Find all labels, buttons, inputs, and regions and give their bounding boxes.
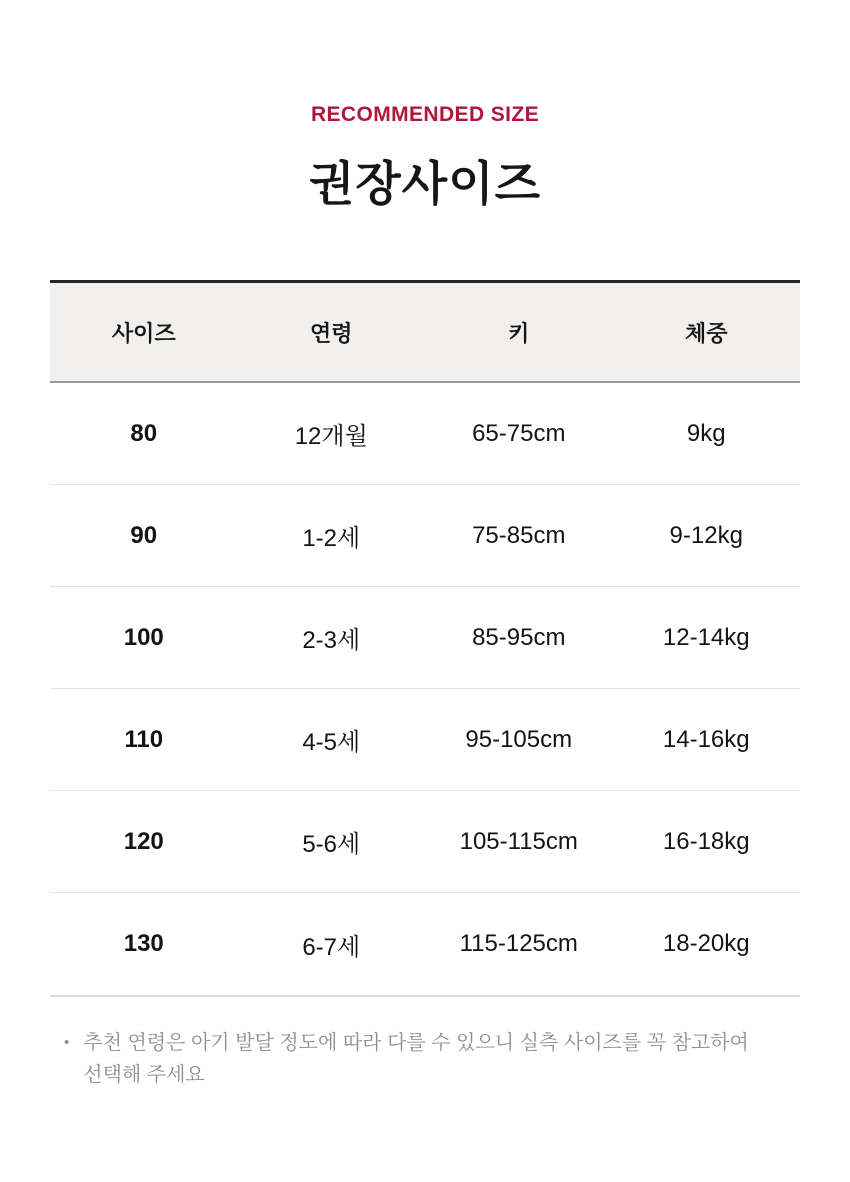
cell-height: 105-115cm <box>459 827 578 855</box>
table-row <box>50 383 800 485</box>
column-header: 키 <box>508 320 530 346</box>
cell-size: 110 <box>124 725 164 753</box>
column-header: 연령 <box>309 320 353 346</box>
cell-age: 1-2세 <box>302 525 361 552</box>
cell-size: 120 <box>123 827 164 855</box>
cell-size: 80 <box>130 419 158 447</box>
cell-weight: 12-14kg <box>662 623 750 651</box>
cell-weight: 16-18kg <box>662 827 750 855</box>
cell-size: 100 <box>123 623 164 651</box>
cell-age: 12개월 <box>294 423 368 450</box>
column-header: 사이즈 <box>111 320 176 346</box>
cell-height: 85-95cm <box>472 623 566 651</box>
cell-height: 75-85cm <box>472 521 566 549</box>
footnote <box>50 1027 800 1091</box>
cell-weight: 14-16kg <box>662 725 750 753</box>
cell-weight: 9-12kg <box>669 521 743 549</box>
table-header-row <box>50 283 800 383</box>
table-row <box>50 587 800 689</box>
footnote-text: 추천 연령은 아기 발달 정도에 따라 다를 수 있으니 실측 사이즈를 꼭 참고하여 선택해 주세요 <box>83 1032 749 1086</box>
table-row <box>50 893 800 995</box>
column-header: 체중 <box>684 320 728 346</box>
cell-age: 6-7세 <box>302 933 361 961</box>
table-body <box>50 383 800 995</box>
cell-height: 65-75cm <box>472 419 566 447</box>
page-heading <box>50 0 800 214</box>
bullet-icon: • <box>64 1034 70 1051</box>
table-row <box>50 689 800 791</box>
cell-age: 4-5세 <box>302 729 361 756</box>
cell-height: 115-125cm <box>459 930 578 957</box>
eyebrow-label: RECOMMENDED SIZE <box>310 103 540 126</box>
cell-size: 90 <box>130 521 158 549</box>
cell-weight: 18-20kg <box>662 930 750 957</box>
cell-height: 95-105cm <box>465 725 573 753</box>
table-row <box>50 791 800 893</box>
cell-size: 130 <box>123 930 164 957</box>
cell-age: 5-6세 <box>302 831 361 858</box>
size-table <box>50 280 800 997</box>
cell-weight: 9kg <box>686 419 726 447</box>
cell-age: 2-3세 <box>302 627 361 654</box>
table-row <box>50 485 800 587</box>
page-title: 권장사이즈 <box>308 157 541 210</box>
